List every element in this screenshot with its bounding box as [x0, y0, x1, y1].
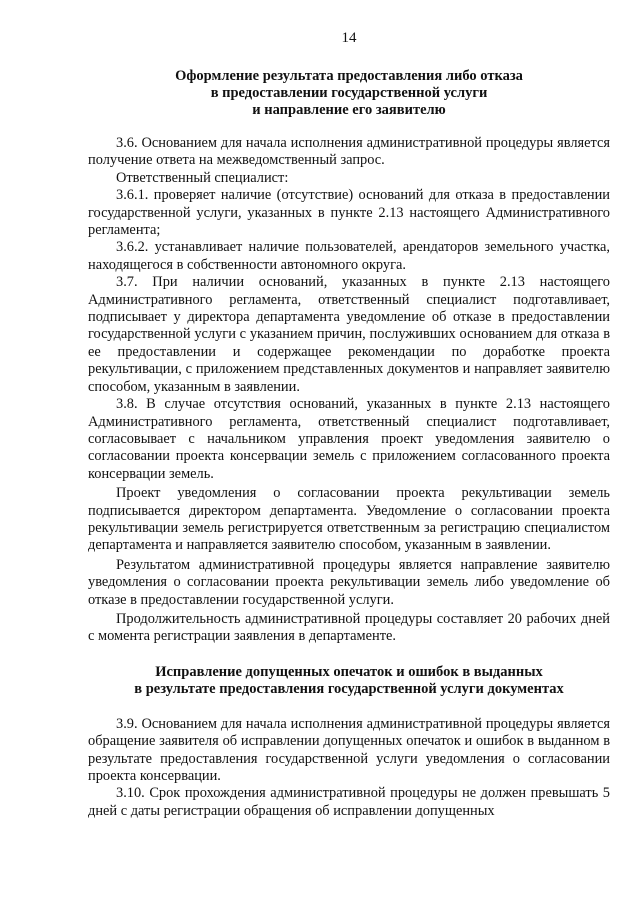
paragraph-3-6: 3.6. Основанием для начала исполнения административной процедуры является получение ответа на межведомственный запрос. — [88, 135, 610, 169]
paragraph-3-7: 3.7. При наличии оснований, указанных в пункте 2.13 настоящего Административного регламента, ответственный специалист подготавливает, подписывает у директора департамента уведомление об отказе в предоставлении государственной услуги с указанием причин, послуживших основанием для отказа в ее предоставлении и содержащее рекомендации по доработке проекта рекультивации, с приложением представленных документов и направляет заявителю способом, указанным в заявлении. — [88, 274, 610, 395]
paragraph-3-9: 3.9. Основанием для начала исполнения административной процедуры является обращение заявителя об исправлении допущенных опечаток и ошибок в выданном в результате предоставления государственной услуги уведомления о согласовании проекта консервации. — [88, 715, 610, 784]
section-heading-corrections — [88, 664, 610, 698]
paragraph-3-8: 3.8. В случае отсутствия оснований, указанных в пункте 2.13 настоящего Административного регламента, ответственный специалист подготавливает, согласовывает с начальником управления проект уведомления заявителю о согласовании проекта консервации земель с приложением согласованного проекта консервации земель. — [88, 396, 610, 482]
heading-line: Исправление допущенных опечаток и ошибок в выданных — [155, 663, 543, 680]
heading-line: Оформление результата предоставления либо отказа — [175, 68, 523, 84]
heading-line: и направление его заявителю — [252, 102, 446, 118]
paragraph-result: Результатом административной процедуры является направление заявителю уведомления о согласовании проекта рекультивации земель либо уведомление об отказе в предоставлении государственной услуги. — [88, 556, 610, 608]
section-heading-result — [88, 68, 610, 119]
paragraph-3-6-2: 3.6.2. устанавливает наличие пользователей, арендаторов земельного участка, находящегося в собственности автономного округа. — [88, 239, 610, 273]
paragraph-3-10: 3.10. Срок прохождения административной процедуры не должен превышать 5 дней с даты регистрации обращения об исправлении допущенных — [88, 785, 610, 819]
paragraph-duration: Продолжительность административной процедуры составляет 20 рабочих дней с момента регистрации заявления в департаменте. — [88, 610, 610, 645]
paragraph-notification: Проект уведомления о согласовании проекта рекультивации земель подписывается директором департамента. Уведомление о согласовании проекта рекультивации земель регистрируется ответственным за регистрацию специалистом департамента и направляется заявителю способом, указанным в заявлении. — [88, 485, 610, 554]
paragraph-responsible: Ответственный специалист: — [116, 169, 289, 186]
page-number: 14 — [341, 30, 357, 46]
heading-line: в предоставлении государственной услуги — [210, 85, 488, 101]
heading-line: в результате предоставления государственной услуги документах — [134, 680, 564, 697]
paragraph-3-6-1: 3.6.1. проверяет наличие (отсутствие) оснований для отказа в предоставлении государственной услуги, указанных в пункте 2.13 настоящего Административного регламента; — [88, 187, 610, 239]
